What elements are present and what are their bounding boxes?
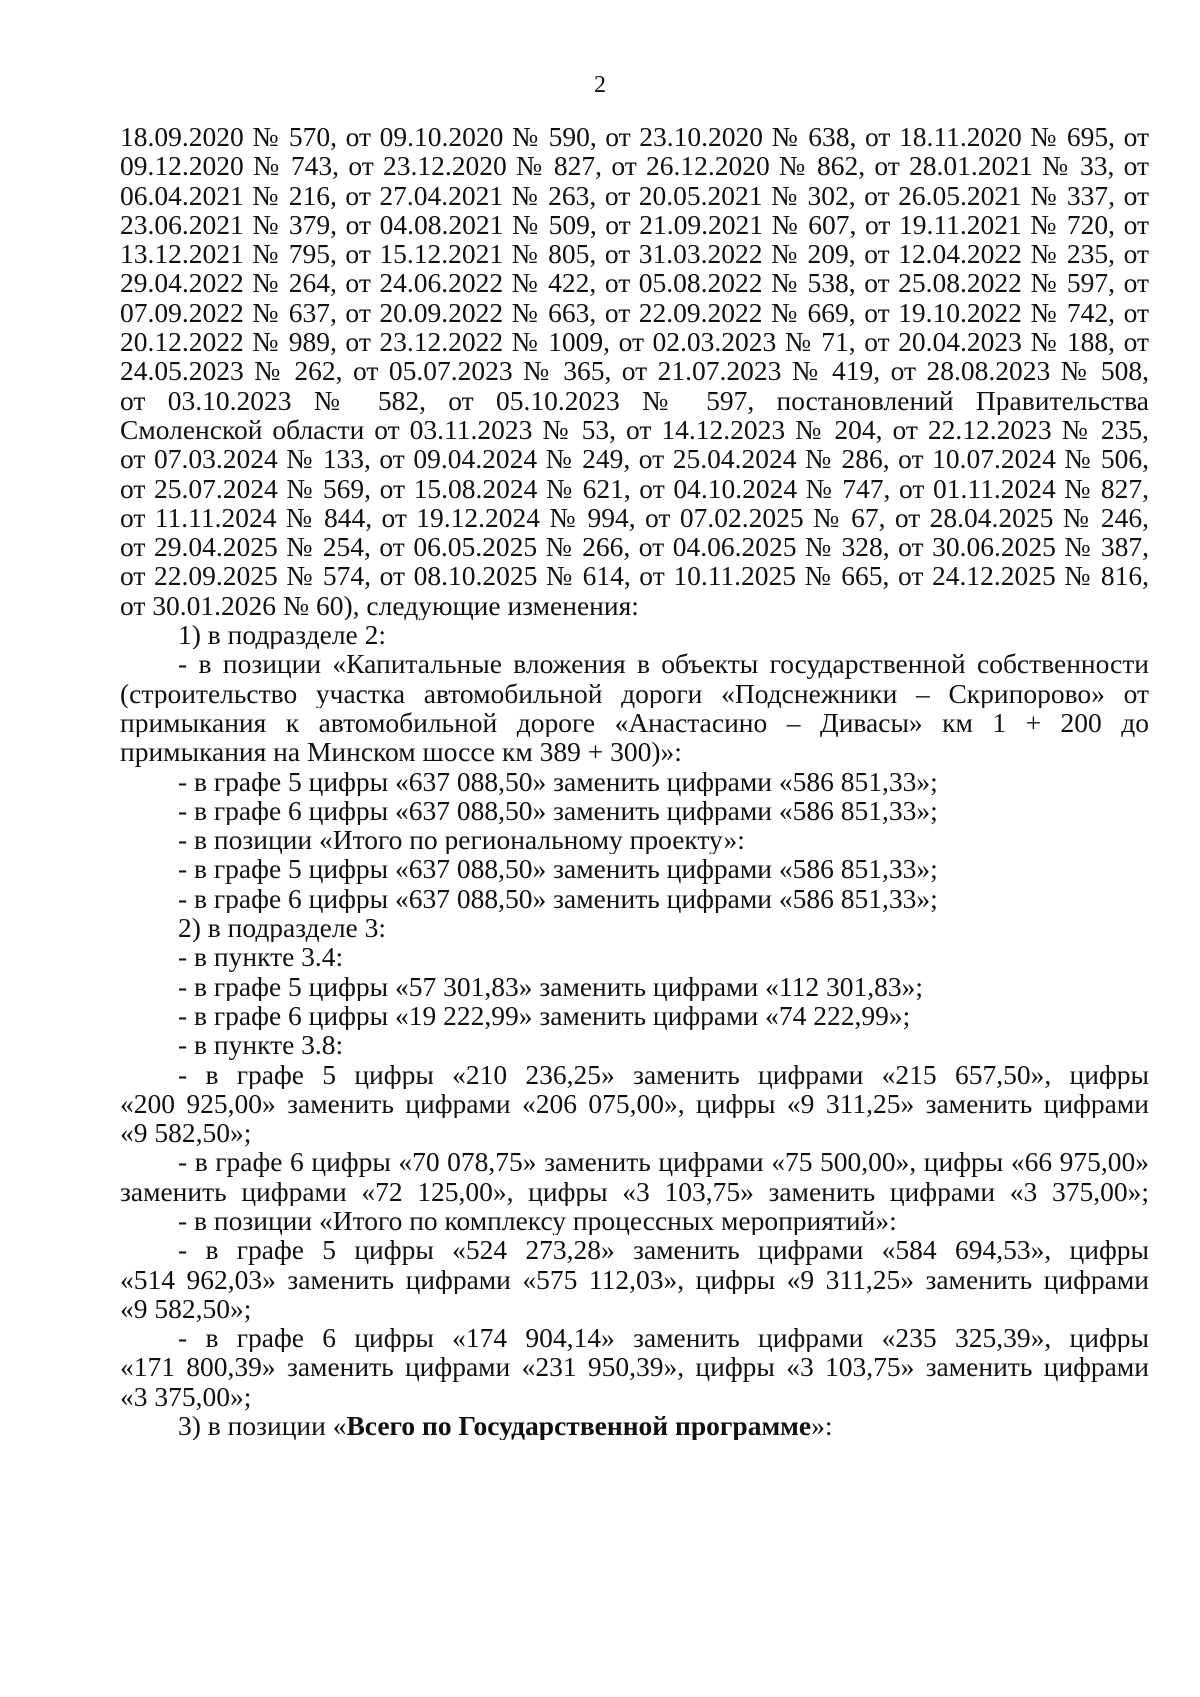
text-line: от 11.11.2024 № 844, от 19.12.2024 № 994, от 07.02.2025 № 67, от 28.04.2025 № 246,	[120, 502, 1149, 533]
text-line: - в графе 5 цифры «57 301,83» заменить цифрами «112 301,83»;	[178, 971, 923, 1001]
text-line: Смоленской области от 03.11.2023 № 53, от 14.12.2023 № 204, от 22.12.2023 № 235,	[120, 414, 1149, 445]
last-line-suffix: »:	[811, 1411, 833, 1441]
text-line: 1) в подразделе 2:	[178, 620, 387, 650]
text-line: - в графе 5 цифры «637 088,50» заменить цифрами «586 851,33»;	[178, 766, 938, 796]
program-total-title: Всего по Государственной программе	[346, 1411, 812, 1441]
text-line: 2) в подразделе 3:	[178, 913, 387, 943]
text-line: - в графе 5 цифры «637 088,50» заменить цифрами «586 851,33»;	[178, 854, 938, 884]
text-line: 23.06.2021 № 379, от 04.08.2021 № 509, от 21.09.2021 № 607, от 19.11.2021 № 720, от	[120, 209, 1149, 240]
text-line: «3 375,00»;	[120, 1381, 252, 1412]
text-line: от 03.10.2023 № 582, от 05.10.2023 № 597, постановлений Правительства	[120, 385, 1149, 415]
page-number: 2	[594, 72, 606, 98]
text-line: заменить цифрами «72 125,00», цифры «3 103,75» заменить цифрами «3 375,00»;	[120, 1176, 1149, 1206]
text-line: (строительство участка автомобильной дороги «Подснежники – Скрипорово» от	[120, 678, 1149, 708]
text-line: - в графе 6 цифры «637 088,50» заменить цифрами «586 851,33»;	[178, 883, 938, 914]
text-line: от 22.09.2025 № 574, от 08.10.2025 № 614, от 10.11.2025 № 665, от 24.12.2025 № 816,	[120, 561, 1149, 591]
text-line: 20.12.2022 № 989, от 23.12.2022 № 1009, от 02.03.2023 № 71, от 20.04.2023 № 188, от	[120, 327, 1149, 357]
document-body	[120, 122, 1149, 1440]
text-line: - в пункте 3.8:	[178, 1030, 344, 1060]
text-line: от 29.04.2025 № 254, от 06.05.2025 № 266, от 04.06.2025 № 328, от 30.06.2025 № 387,	[120, 532, 1149, 562]
text-line: от 30.01.2026 № 60), следующие изменения:	[120, 590, 639, 621]
text-line: 18.09.2020 № 570, от 09.10.2020 № 590, от 23.10.2020 № 638, от 18.11.2020 № 695, от	[120, 122, 1149, 152]
text-line: 07.09.2022 № 637, от 20.09.2022 № 663, от 22.09.2022 № 669, от 19.10.2022 № 742, от	[120, 297, 1149, 328]
text-line: 09.12.2020 № 743, от 23.12.2020 № 827, от 26.12.2020 № 862, от 28.01.2021 № 33, от	[120, 151, 1149, 181]
text-line: 06.04.2021 № 216, от 27.04.2021 № 263, от 20.05.2021 № 302, от 26.05.2021 № 337, от	[120, 180, 1149, 210]
text-line: - в графе 5 цифры «524 273,28» заменить цифрами «584 694,53», цифры	[178, 1235, 1149, 1265]
text-line: «171 800,39» заменить цифрами «231 950,39», цифры «3 103,75» заменить цифрами	[120, 1352, 1149, 1382]
text-line: от 07.03.2024 № 133, от 09.04.2024 № 249, от 25.04.2024 № 286, от 10.07.2024 № 506,	[120, 444, 1149, 474]
text-line: - в графе 6 цифры «174 904,14» заменить цифрами «235 325,39», цифры	[178, 1323, 1149, 1353]
text-line: - в позиции «Итого по региональному проекту»:	[178, 825, 745, 855]
text-line: 13.12.2021 № 795, от 15.12.2021 № 805, от 31.03.2022 № 209, от 12.04.2022 № 235, от	[120, 239, 1149, 269]
text-line: примыкания к автомобильной дороге «Анастасино – Дивасы» км 1 + 200 до	[120, 707, 1149, 738]
text-line: - в позиции «Итого по комплексу процессных мероприятий»:	[178, 1205, 897, 1236]
text-line: «514 962,03» заменить цифрами «575 112,03», цифры «9 311,25» заменить цифрами	[120, 1264, 1149, 1294]
text-line: - в позиции «Капитальные вложения в объекты государственной собственности	[178, 649, 1149, 679]
text-line: «9 582,50»;	[120, 1118, 252, 1148]
text-line: 29.04.2022 № 264, от 24.06.2022 № 422, от 05.08.2022 № 538, от 25.08.2022 № 597, от	[120, 268, 1149, 298]
text-line: - в графе 6 цифры «637 088,50» заменить цифрами «586 851,33»;	[178, 795, 938, 826]
text-line: - в графе 6 цифры «70 078,75» заменить цифрами «75 500,00», цифры «66 975,00»	[178, 1147, 1149, 1177]
text-line: примыкания на Минском шоссе км 389 + 300)»:	[120, 737, 682, 767]
text-line: от 25.07.2024 № 569, от 15.08.2024 № 621, от 04.10.2024 № 747, от 01.11.2024 № 827,	[120, 473, 1149, 503]
text-line: - в пункте 3.4:	[178, 942, 344, 972]
text-line: - в графе 6 цифры «19 222,99» заменить цифрами «74 222,99»;	[178, 1000, 911, 1031]
text-line: - в графе 5 цифры «210 236,25» заменить цифрами «215 657,50», цифры	[178, 1059, 1149, 1089]
last-line-prefix: 3) в позиции «	[178, 1411, 347, 1441]
text-line: 24.05.2023 № 262, от 05.07.2023 № 365, от 21.07.2023 № 419, от 28.08.2023 № 508,	[120, 356, 1149, 386]
text-line: «9 582,50»;	[120, 1293, 252, 1324]
text-line-last	[120, 1411, 1149, 1440]
text-line: «200 925,00» заменить цифрами «206 075,00», цифры «9 311,25» заменить цифрами	[120, 1088, 1149, 1119]
